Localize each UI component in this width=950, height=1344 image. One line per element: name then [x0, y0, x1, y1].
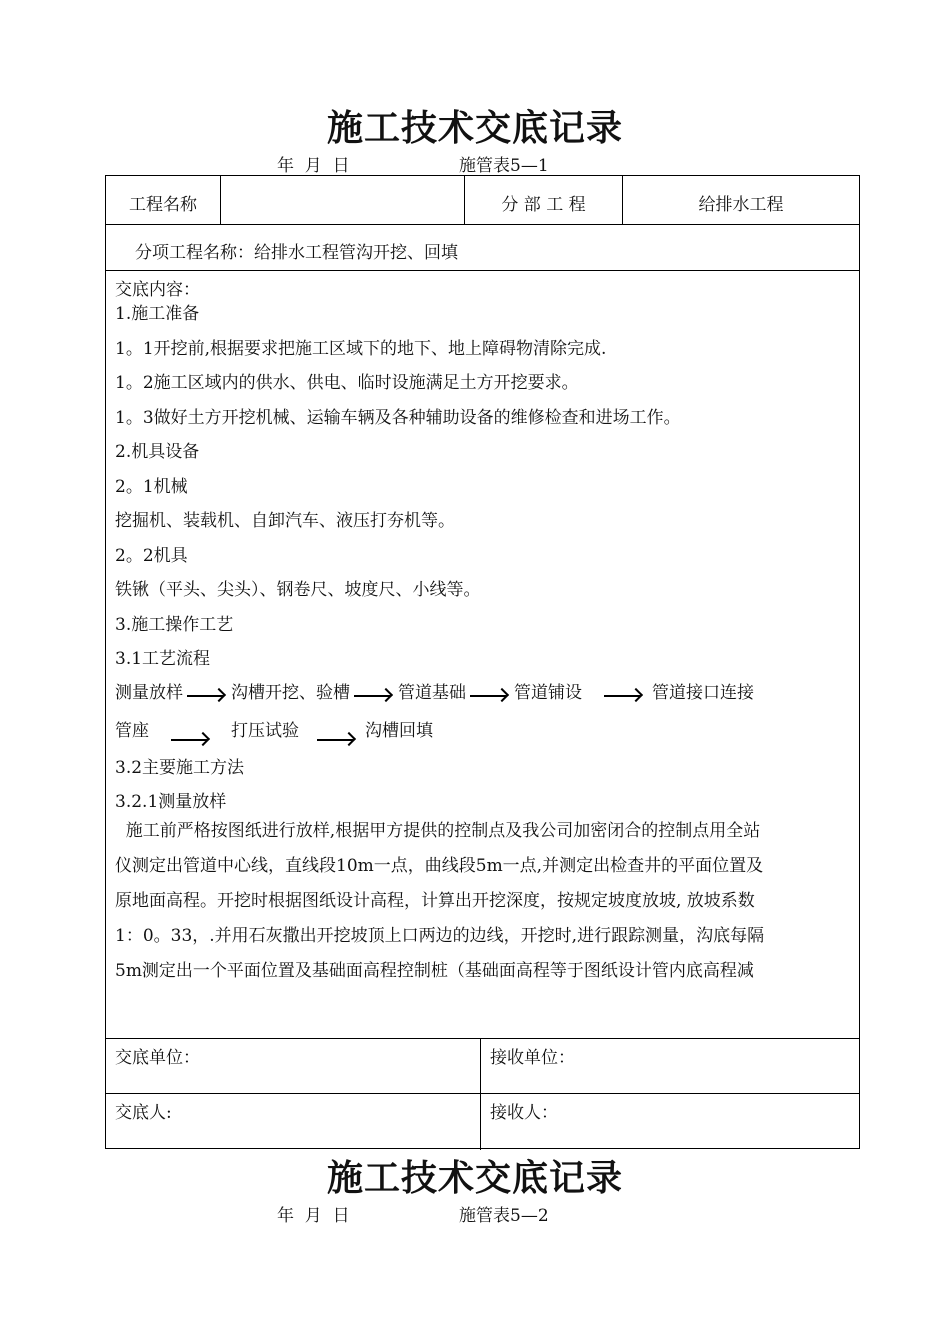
row-divider [106, 1038, 859, 1039]
col-divider [480, 1038, 481, 1150]
arrow-right-icon [187, 687, 227, 701]
process-flow [115, 716, 433, 741]
paragraph-line: 施工前严格按图纸进行放样,根据甲方提供的控制点及我公司加密闭合的控制点用全站 [115, 821, 761, 841]
content-line: 1。3做好土方开挖机械、运输车辆及各种辅助设备的维修检查和进场工作。 [115, 408, 681, 428]
flow-step: 管道接口连接 [652, 683, 754, 703]
content-line: 2。2机具 [115, 546, 188, 566]
content-line: 1。1开挖前,根据要求把施工区域下的地下、地上障碍物清除完成. [115, 339, 607, 359]
division-value: 给排水工程 [698, 195, 784, 215]
date-label: 年 月 日 [277, 156, 350, 176]
division-label: 分 部 工 程 [501, 195, 586, 215]
paragraph-line: 5m测定出一个平面位置及基础面高程控制桩（基础面高程等于图纸设计管内底高程减 [115, 961, 754, 981]
paragraph-line: 仪测定出管道中心线，直线段10m一点，曲线段5m一点,并测定出检查井的平面位置及 [115, 856, 764, 876]
content-line: 3.1工艺流程 [115, 649, 211, 669]
row-divider [106, 270, 859, 271]
receiver-unit-label: 接收单位： [490, 1048, 575, 1068]
page-title: 施工技术交底记录 [326, 107, 623, 149]
paragraph-line: 1：0。33，.并用石灰撒出开挖坡顶上口两边的边线，开挖时,进行跟踪测量，沟底每隔 [115, 926, 765, 946]
paragraph-line: 原地面高程。开挖时根据图纸设计高程，计算出开挖深度，按规定坡度放坡, 放坡系数 [115, 891, 755, 911]
content-line: 铁锹（平头、尖头）、钢卷尺、坡度尺、小线等。 [115, 580, 481, 600]
form-number: 施管表5—2 [459, 1206, 549, 1226]
section-heading: 1.施工准备 [115, 304, 200, 324]
form-number: 施管表5—1 [459, 156, 549, 176]
content-paragraph [115, 814, 855, 989]
project-name-label: 工程名称 [129, 195, 197, 215]
content-line: 1。2施工区域内的供水、供电、临时设施满足土方开挖要求。 [115, 373, 579, 393]
process-flow [115, 678, 754, 703]
arrow-right-icon [604, 687, 644, 701]
page-title: 施工技术交底记录 [326, 1157, 623, 1199]
flow-step: 管道铺设 [514, 683, 582, 703]
content-heading: 交底内容： [115, 280, 200, 300]
date-label: 年 月 日 [277, 1206, 350, 1226]
subitem-name: 分项工程名称：给排水工程管沟开挖、回填 [135, 243, 458, 263]
arrow-right-icon [354, 687, 394, 701]
flow-step: 测量放样 [115, 683, 183, 703]
giver-label: 交底人: [115, 1103, 172, 1123]
content-line: 挖掘机、装载机、自卸汽车、液压打夯机等。 [115, 511, 455, 531]
section-heading: 3.施工操作工艺 [115, 615, 234, 635]
section-heading: 2.机具设备 [115, 442, 200, 462]
form-table [105, 175, 860, 1149]
flow-step: 管道基础 [398, 683, 466, 703]
flow-step: 管座 [115, 721, 149, 741]
flow-step: 打压试验 [231, 721, 299, 741]
arrow-right-icon [171, 731, 211, 745]
giver-unit-label: 交底单位： [115, 1048, 200, 1068]
arrow-right-icon [470, 687, 510, 701]
flow-step: 沟槽开挖、验槽 [231, 683, 350, 703]
row-divider [106, 224, 859, 225]
row-divider [106, 1093, 859, 1094]
content-line: 2。1机械 [115, 477, 188, 497]
section-heading: 3.2主要施工方法 [115, 758, 245, 778]
col-divider [220, 176, 221, 224]
flow-step: 沟槽回填 [365, 721, 433, 741]
receiver-label: 接收人： [490, 1103, 558, 1123]
content-line: 3.2.1测量放样 [115, 792, 227, 812]
arrow-right-icon [317, 731, 357, 745]
